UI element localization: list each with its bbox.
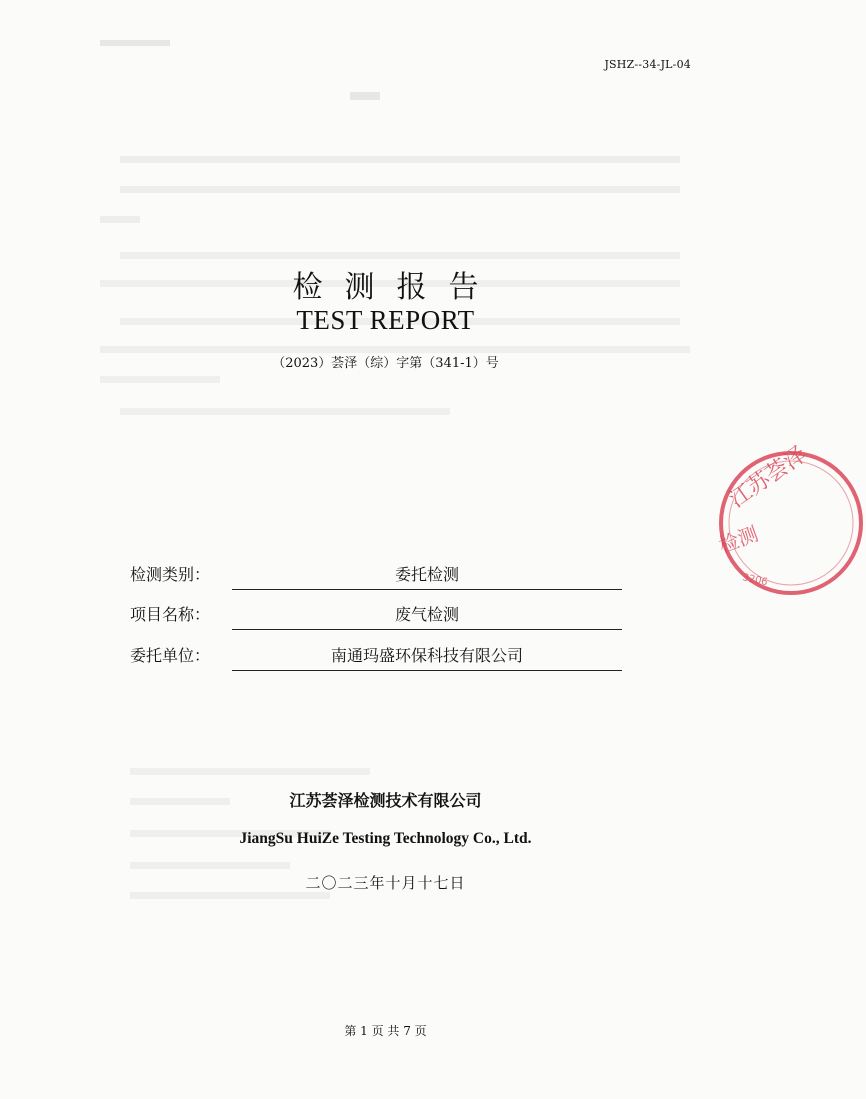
title-chinese: 检测报告	[292, 270, 501, 305]
report-number: （2023）荟泽（综）字第（341-1）号	[272, 356, 499, 371]
field-label: 委托单位：	[130, 646, 211, 665]
field-label: 检测类别：	[130, 565, 211, 584]
company-seal-icon	[715, 441, 866, 598]
document-code: JSHZ--34-JL-04	[604, 58, 691, 71]
field-value: 废气检测	[394, 605, 459, 624]
underline	[232, 670, 622, 671]
issuer-name-chinese: 江苏荟泽检测技术有限公司	[289, 791, 482, 810]
issue-date: 二〇二三年十月十七日	[305, 874, 466, 892]
underline	[232, 589, 622, 590]
issuer-name-english: JiangSu HuiZe Testing Technology Co., Ltd.	[239, 830, 532, 847]
underline	[232, 629, 622, 630]
svg-text:检测: 检测	[715, 521, 762, 558]
field-label: 项目名称：	[130, 605, 211, 624]
field-value: 委托检测	[394, 565, 459, 584]
field-value: 南通玛盛环保科技有限公司	[330, 646, 523, 665]
svg-text:江苏荟泽: 江苏荟泽	[725, 441, 812, 513]
svg-text:3206: 3206	[741, 572, 769, 589]
title-english: TEST REPORT	[296, 305, 475, 335]
page-number: 第 1 页 共 7 页	[344, 1024, 427, 1038]
